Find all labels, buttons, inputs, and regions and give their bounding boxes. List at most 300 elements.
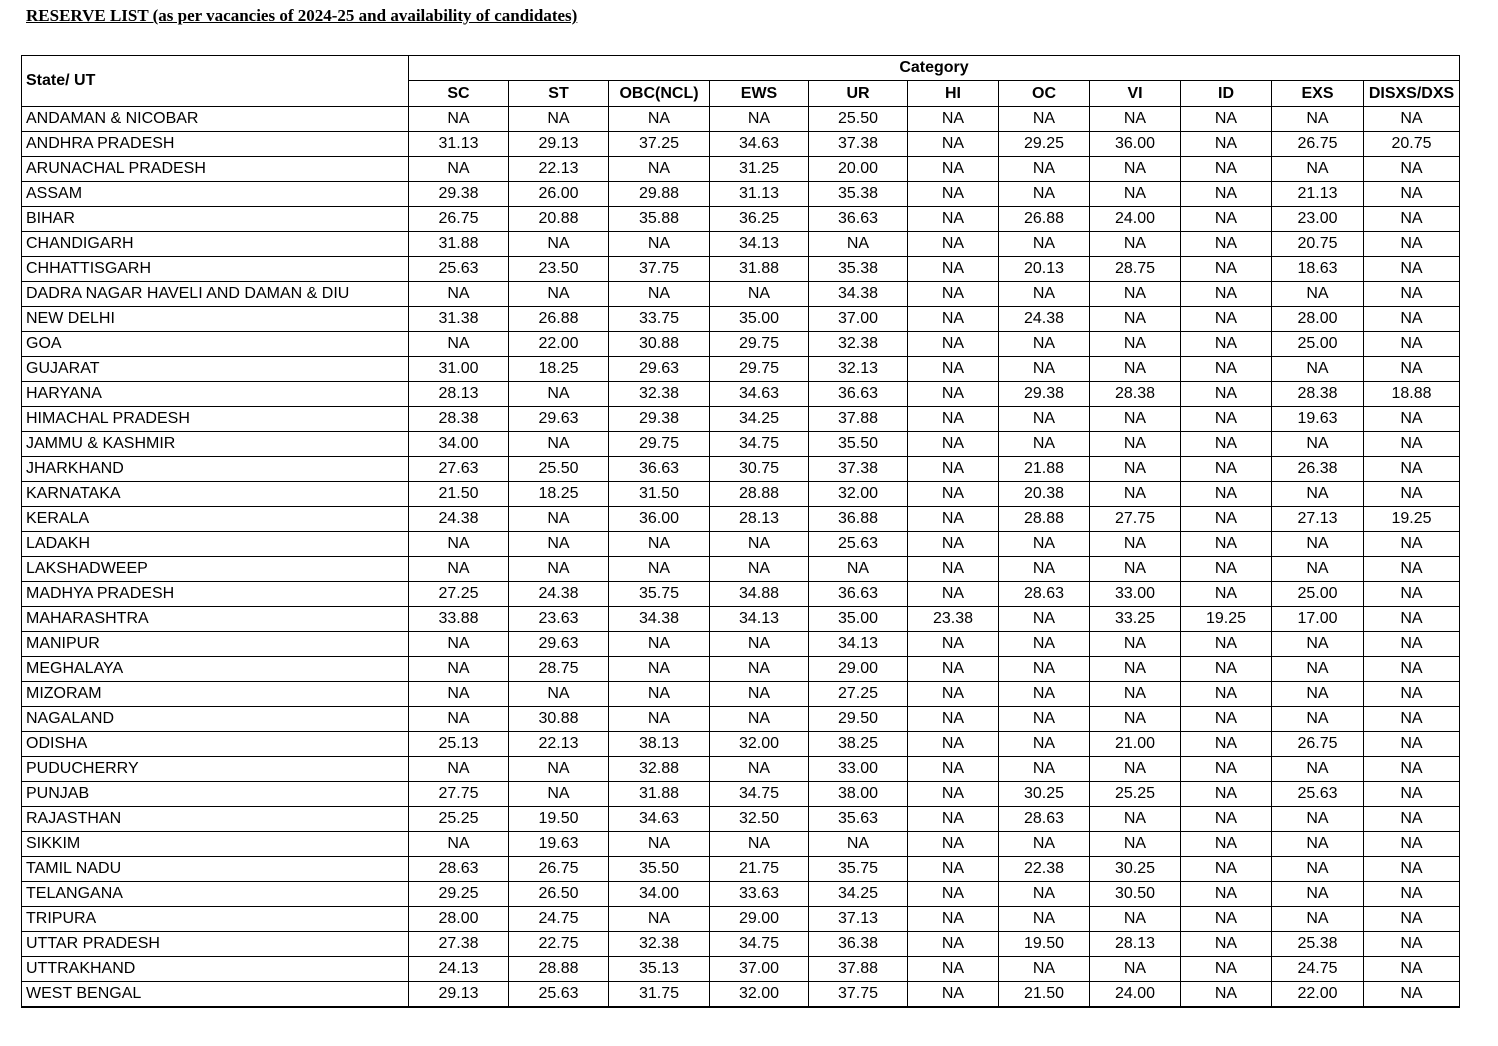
score-cell: 36.63 xyxy=(809,207,908,232)
score-cell: 26.38 xyxy=(1272,457,1364,482)
score-cell: 37.13 xyxy=(809,907,908,932)
table-row xyxy=(22,682,1460,707)
category-column-header: ST xyxy=(509,81,609,107)
state-name-cell: KARNATAKA xyxy=(22,482,409,507)
score-cell: NA xyxy=(908,232,999,257)
state-name-cell: HIMACHAL PRADESH xyxy=(22,407,409,432)
score-cell: 28.88 xyxy=(999,507,1090,532)
table-row xyxy=(22,357,1460,382)
score-cell: 29.63 xyxy=(509,632,609,657)
score-cell: 32.00 xyxy=(710,732,809,757)
score-cell: NA xyxy=(1090,807,1181,832)
score-cell: 34.75 xyxy=(710,432,809,457)
table-body xyxy=(22,107,1460,1008)
score-cell: 19.50 xyxy=(999,932,1090,957)
score-cell: NA xyxy=(908,207,999,232)
state-name-cell: NEW DELHI xyxy=(22,307,409,332)
score-cell: NA xyxy=(908,932,999,957)
score-cell: 33.00 xyxy=(1090,582,1181,607)
score-cell: 21.00 xyxy=(1090,732,1181,757)
score-cell: NA xyxy=(908,507,999,532)
score-cell: NA xyxy=(509,782,609,807)
score-cell: 29.25 xyxy=(999,132,1090,157)
score-cell: NA xyxy=(908,107,999,132)
score-cell: 28.38 xyxy=(1272,382,1364,407)
score-cell: NA xyxy=(1090,632,1181,657)
score-cell: NA xyxy=(908,482,999,507)
score-cell: NA xyxy=(999,432,1090,457)
score-cell: NA xyxy=(609,707,710,732)
score-cell: 27.75 xyxy=(1090,507,1181,532)
score-cell: NA xyxy=(999,657,1090,682)
category-column-header: OBC(NCL) xyxy=(609,81,710,107)
category-column-header: HI xyxy=(908,81,999,107)
score-cell: 28.38 xyxy=(409,407,509,432)
score-cell: NA xyxy=(1181,807,1272,832)
score-cell: 34.13 xyxy=(710,232,809,257)
state-name-cell: NAGALAND xyxy=(22,707,409,732)
table-row xyxy=(22,607,1460,632)
score-cell: 32.00 xyxy=(809,482,908,507)
score-cell: NA xyxy=(999,557,1090,582)
state-name-cell: KERALA xyxy=(22,507,409,532)
score-cell: NA xyxy=(1364,807,1460,832)
score-cell: NA xyxy=(710,707,809,732)
score-cell: NA xyxy=(1181,107,1272,132)
state-name-cell: CHHATTISGARH xyxy=(22,257,409,282)
state-name-cell: ASSAM xyxy=(22,182,409,207)
score-cell: NA xyxy=(1181,507,1272,532)
score-cell: NA xyxy=(1090,957,1181,982)
score-cell: 37.25 xyxy=(609,132,710,157)
state-name-cell: MIZORAM xyxy=(22,682,409,707)
score-cell: NA xyxy=(999,357,1090,382)
score-cell: 35.00 xyxy=(710,307,809,332)
score-cell: 31.00 xyxy=(409,357,509,382)
score-cell: NA xyxy=(1364,707,1460,732)
score-cell: NA xyxy=(999,107,1090,132)
score-cell: 18.25 xyxy=(509,357,609,382)
score-cell: 23.50 xyxy=(509,257,609,282)
score-cell: NA xyxy=(1181,832,1272,857)
score-cell: NA xyxy=(908,432,999,457)
score-cell: NA xyxy=(1090,407,1181,432)
score-cell: 34.38 xyxy=(809,282,908,307)
score-cell: NA xyxy=(1272,707,1364,732)
score-cell: NA xyxy=(1181,857,1272,882)
score-cell: NA xyxy=(509,682,609,707)
score-cell: 22.75 xyxy=(509,932,609,957)
score-cell: 36.88 xyxy=(809,507,908,532)
score-cell: 19.25 xyxy=(1181,607,1272,632)
score-cell: NA xyxy=(1272,682,1364,707)
score-cell: NA xyxy=(1272,482,1364,507)
score-cell: 31.25 xyxy=(710,157,809,182)
score-cell: NA xyxy=(1090,532,1181,557)
state-column-header: State/ UT xyxy=(22,56,409,107)
score-cell: NA xyxy=(1181,557,1272,582)
score-cell: NA xyxy=(1364,607,1460,632)
score-cell: 24.00 xyxy=(1090,207,1181,232)
score-cell: NA xyxy=(1090,557,1181,582)
score-cell: NA xyxy=(809,832,908,857)
score-cell: NA xyxy=(1364,257,1460,282)
score-cell: 25.13 xyxy=(409,732,509,757)
score-cell: 37.75 xyxy=(609,257,710,282)
score-cell: NA xyxy=(710,682,809,707)
score-cell: 37.00 xyxy=(809,307,908,332)
score-cell: NA xyxy=(1090,832,1181,857)
score-cell: 20.13 xyxy=(999,257,1090,282)
score-cell: 26.88 xyxy=(999,207,1090,232)
score-cell: 30.50 xyxy=(1090,882,1181,907)
table-row xyxy=(22,432,1460,457)
score-cell: NA xyxy=(1181,232,1272,257)
score-cell: 29.00 xyxy=(809,657,908,682)
table-row xyxy=(22,107,1460,132)
score-cell: 30.88 xyxy=(509,707,609,732)
score-cell: NA xyxy=(1181,757,1272,782)
score-cell: 19.25 xyxy=(1364,507,1460,532)
score-cell: 34.75 xyxy=(710,782,809,807)
score-cell: NA xyxy=(1364,857,1460,882)
score-cell: NA xyxy=(1181,307,1272,332)
score-cell: NA xyxy=(1364,832,1460,857)
score-cell: NA xyxy=(1181,682,1272,707)
score-cell: 24.75 xyxy=(1272,957,1364,982)
score-cell: 32.38 xyxy=(809,332,908,357)
score-cell: NA xyxy=(1364,157,1460,182)
score-cell: 32.50 xyxy=(710,807,809,832)
score-cell: NA xyxy=(1364,732,1460,757)
score-cell: 33.75 xyxy=(609,307,710,332)
score-cell: NA xyxy=(1272,532,1364,557)
score-cell: NA xyxy=(509,107,609,132)
table-row xyxy=(22,282,1460,307)
score-cell: 35.75 xyxy=(609,582,710,607)
score-cell: NA xyxy=(908,557,999,582)
score-cell: 29.63 xyxy=(609,357,710,382)
score-cell: NA xyxy=(1364,782,1460,807)
score-cell: NA xyxy=(1272,557,1364,582)
score-cell: 23.00 xyxy=(1272,207,1364,232)
score-cell: 25.00 xyxy=(1272,332,1364,357)
reserve-list-table xyxy=(21,55,1460,1008)
score-cell: NA xyxy=(509,757,609,782)
score-cell: NA xyxy=(908,882,999,907)
score-cell: 28.13 xyxy=(409,382,509,407)
score-cell: NA xyxy=(1272,882,1364,907)
score-cell: NA xyxy=(1090,432,1181,457)
score-cell: 31.88 xyxy=(609,782,710,807)
score-cell: 18.88 xyxy=(1364,382,1460,407)
score-cell: NA xyxy=(908,757,999,782)
score-cell: 26.00 xyxy=(509,182,609,207)
score-cell: 21.75 xyxy=(710,857,809,882)
score-cell: NA xyxy=(1272,757,1364,782)
score-cell: NA xyxy=(509,232,609,257)
table-row xyxy=(22,457,1460,482)
score-cell: NA xyxy=(509,282,609,307)
state-name-cell: UTTRAKHAND xyxy=(22,957,409,982)
score-cell: NA xyxy=(1364,532,1460,557)
score-cell: NA xyxy=(1090,757,1181,782)
state-name-cell: ARUNACHAL PRADESH xyxy=(22,157,409,182)
table-row xyxy=(22,182,1460,207)
score-cell: NA xyxy=(908,357,999,382)
score-cell: 29.00 xyxy=(710,907,809,932)
score-cell: 34.88 xyxy=(710,582,809,607)
score-cell: NA xyxy=(1181,332,1272,357)
score-cell: 36.63 xyxy=(609,457,710,482)
score-cell: 34.25 xyxy=(710,407,809,432)
score-cell: NA xyxy=(409,657,509,682)
score-cell: NA xyxy=(1181,157,1272,182)
score-cell: 35.75 xyxy=(809,857,908,882)
score-cell: 34.75 xyxy=(710,932,809,957)
score-cell: 28.88 xyxy=(710,482,809,507)
score-cell: NA xyxy=(409,282,509,307)
score-cell: 38.13 xyxy=(609,732,710,757)
score-cell: NA xyxy=(1181,532,1272,557)
state-name-cell: TAMIL NADU xyxy=(22,857,409,882)
score-cell: 27.25 xyxy=(809,682,908,707)
score-cell: NA xyxy=(1272,857,1364,882)
score-cell: 31.88 xyxy=(409,232,509,257)
score-cell: 28.75 xyxy=(509,657,609,682)
state-name-cell: UTTAR PRADESH xyxy=(22,932,409,957)
score-cell: NA xyxy=(1364,657,1460,682)
score-cell: 25.50 xyxy=(809,107,908,132)
score-cell: 19.63 xyxy=(1272,407,1364,432)
score-cell: NA xyxy=(1090,282,1181,307)
score-cell: NA xyxy=(1364,482,1460,507)
score-cell: NA xyxy=(1181,907,1272,932)
score-cell: 22.38 xyxy=(999,857,1090,882)
score-cell: 29.25 xyxy=(409,882,509,907)
score-cell: 38.25 xyxy=(809,732,908,757)
score-cell: NA xyxy=(1090,157,1181,182)
score-cell: NA xyxy=(1364,682,1460,707)
state-name-cell: TRIPURA xyxy=(22,907,409,932)
score-cell: 31.88 xyxy=(710,257,809,282)
score-cell: 35.88 xyxy=(609,207,710,232)
table-row xyxy=(22,332,1460,357)
score-cell: NA xyxy=(1181,582,1272,607)
score-cell: 26.75 xyxy=(409,207,509,232)
score-cell: NA xyxy=(609,232,710,257)
score-cell: 34.63 xyxy=(710,132,809,157)
state-name-cell: WEST BENGAL xyxy=(22,982,409,1008)
score-cell: NA xyxy=(999,532,1090,557)
state-name-cell: BIHAR xyxy=(22,207,409,232)
category-column-header: ID xyxy=(1181,81,1272,107)
score-cell: 17.00 xyxy=(1272,607,1364,632)
score-cell: NA xyxy=(908,182,999,207)
score-cell: 28.13 xyxy=(1090,932,1181,957)
score-cell: NA xyxy=(908,407,999,432)
score-cell: NA xyxy=(999,282,1090,307)
score-cell: 36.38 xyxy=(809,932,908,957)
state-name-cell: TELANGANA xyxy=(22,882,409,907)
score-cell: NA xyxy=(908,807,999,832)
category-column-header: EXS xyxy=(1272,81,1364,107)
score-cell: NA xyxy=(999,182,1090,207)
score-cell: 33.63 xyxy=(710,882,809,907)
score-cell: NA xyxy=(409,532,509,557)
category-column-header: DISXS/DXS xyxy=(1364,81,1460,107)
score-cell: NA xyxy=(609,282,710,307)
table-row xyxy=(22,482,1460,507)
score-cell: NA xyxy=(710,107,809,132)
score-cell: NA xyxy=(908,982,999,1008)
score-cell: NA xyxy=(1090,182,1181,207)
score-cell: 29.75 xyxy=(710,357,809,382)
score-cell: NA xyxy=(1364,582,1460,607)
state-name-cell: ODISHA xyxy=(22,732,409,757)
score-cell: 27.25 xyxy=(409,582,509,607)
score-cell: 34.25 xyxy=(809,882,908,907)
score-cell: 37.00 xyxy=(710,957,809,982)
score-cell: NA xyxy=(1181,782,1272,807)
score-cell: NA xyxy=(1181,407,1272,432)
score-cell: NA xyxy=(908,282,999,307)
score-cell: NA xyxy=(1272,632,1364,657)
score-cell: 26.75 xyxy=(509,857,609,882)
score-cell: 29.38 xyxy=(609,407,710,432)
score-cell: 20.75 xyxy=(1364,132,1460,157)
table-row xyxy=(22,582,1460,607)
score-cell: 36.00 xyxy=(609,507,710,532)
score-cell: 25.38 xyxy=(1272,932,1364,957)
category-column-header: OC xyxy=(999,81,1090,107)
score-cell: 24.38 xyxy=(999,307,1090,332)
score-cell: NA xyxy=(1090,482,1181,507)
score-cell: NA xyxy=(1272,907,1364,932)
score-cell: 31.75 xyxy=(609,982,710,1008)
state-name-cell: ANDAMAN & NICOBAR xyxy=(22,107,409,132)
score-cell: NA xyxy=(409,332,509,357)
score-cell: 32.13 xyxy=(809,357,908,382)
score-cell: NA xyxy=(999,332,1090,357)
score-cell: 28.63 xyxy=(999,582,1090,607)
score-cell: 29.50 xyxy=(809,707,908,732)
score-cell: 38.00 xyxy=(809,782,908,807)
score-cell: 35.38 xyxy=(809,182,908,207)
score-cell: NA xyxy=(1364,332,1460,357)
category-column-header: UR xyxy=(809,81,908,107)
table-row xyxy=(22,957,1460,982)
score-cell: NA xyxy=(1364,107,1460,132)
score-cell: NA xyxy=(1364,907,1460,932)
score-cell: 25.63 xyxy=(409,257,509,282)
score-cell: 35.38 xyxy=(809,257,908,282)
score-cell: 34.00 xyxy=(609,882,710,907)
score-cell: 20.00 xyxy=(809,157,908,182)
score-cell: NA xyxy=(609,632,710,657)
score-cell: NA xyxy=(999,407,1090,432)
score-cell: NA xyxy=(609,107,710,132)
table-row xyxy=(22,157,1460,182)
score-cell: 29.13 xyxy=(509,132,609,157)
table-row xyxy=(22,882,1460,907)
score-cell: NA xyxy=(908,632,999,657)
score-cell: 25.63 xyxy=(1272,782,1364,807)
page-title: RESERVE LIST (as per vacancies of 2024-25 and availability of candidates) xyxy=(26,6,578,25)
score-cell: NA xyxy=(509,532,609,557)
score-cell: 27.13 xyxy=(1272,507,1364,532)
score-cell: NA xyxy=(609,532,710,557)
category-group-header: Category xyxy=(409,56,1460,81)
score-cell: NA xyxy=(1272,657,1364,682)
state-name-cell: GUJARAT xyxy=(22,357,409,382)
score-cell: NA xyxy=(409,682,509,707)
score-cell: 36.00 xyxy=(1090,132,1181,157)
score-cell: NA xyxy=(1090,307,1181,332)
score-cell: NA xyxy=(1090,657,1181,682)
score-cell: 22.13 xyxy=(509,157,609,182)
score-cell: 27.38 xyxy=(409,932,509,957)
score-cell: NA xyxy=(999,707,1090,732)
score-cell: NA xyxy=(1364,182,1460,207)
score-cell: NA xyxy=(1181,457,1272,482)
score-cell: 32.88 xyxy=(609,757,710,782)
score-cell: 30.88 xyxy=(609,332,710,357)
score-cell: 34.63 xyxy=(609,807,710,832)
score-cell: NA xyxy=(409,107,509,132)
score-cell: NA xyxy=(1090,232,1181,257)
score-cell: NA xyxy=(409,557,509,582)
category-column-header: EWS xyxy=(710,81,809,107)
state-name-cell: LADAKH xyxy=(22,532,409,557)
score-cell: NA xyxy=(1090,707,1181,732)
score-cell: NA xyxy=(1272,357,1364,382)
score-cell: 24.00 xyxy=(1090,982,1181,1008)
score-cell: 31.50 xyxy=(609,482,710,507)
score-cell: NA xyxy=(1181,282,1272,307)
score-cell: 21.13 xyxy=(1272,182,1364,207)
score-cell: NA xyxy=(1181,257,1272,282)
score-cell: NA xyxy=(908,857,999,882)
score-cell: 21.88 xyxy=(999,457,1090,482)
state-name-cell: LAKSHADWEEP xyxy=(22,557,409,582)
score-cell: NA xyxy=(710,832,809,857)
score-cell: 36.63 xyxy=(809,582,908,607)
score-cell: NA xyxy=(409,632,509,657)
score-cell: 30.25 xyxy=(1090,857,1181,882)
score-cell: 29.75 xyxy=(609,432,710,457)
score-cell: NA xyxy=(710,657,809,682)
score-cell: NA xyxy=(409,157,509,182)
score-cell: NA xyxy=(1364,882,1460,907)
score-cell: NA xyxy=(1364,207,1460,232)
table-row xyxy=(22,982,1460,1008)
table-row xyxy=(22,807,1460,832)
score-cell: 21.50 xyxy=(409,482,509,507)
table-row xyxy=(22,132,1460,157)
score-cell: NA xyxy=(1364,757,1460,782)
score-cell: NA xyxy=(999,682,1090,707)
state-name-cell: CHANDIGARH xyxy=(22,232,409,257)
score-cell: NA xyxy=(1364,457,1460,482)
table-row xyxy=(22,832,1460,857)
score-cell: 36.63 xyxy=(809,382,908,407)
score-cell: 37.88 xyxy=(809,957,908,982)
score-cell: 28.75 xyxy=(1090,257,1181,282)
state-name-cell: MADHYA PRADESH xyxy=(22,582,409,607)
score-cell: NA xyxy=(1364,632,1460,657)
score-cell: 19.50 xyxy=(509,807,609,832)
